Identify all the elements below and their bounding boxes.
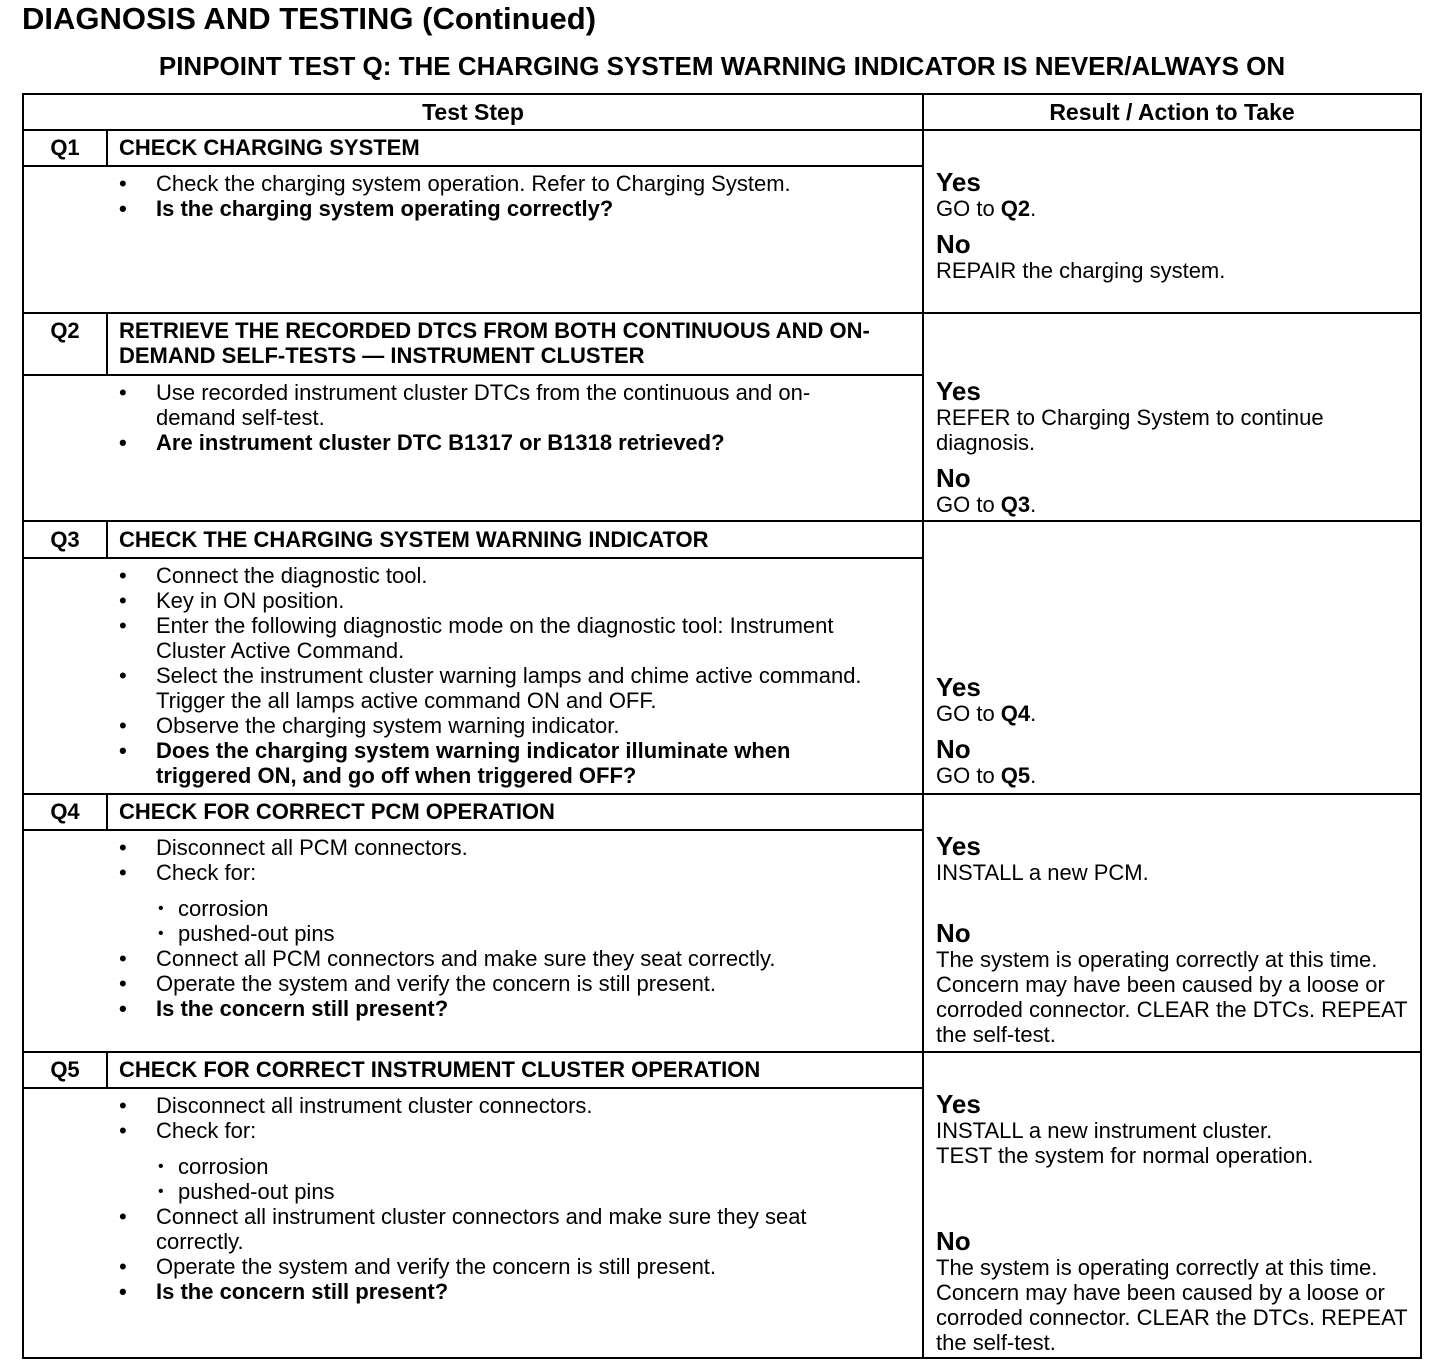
pinpoint-test-table [22,93,1422,1359]
step-id-divider [106,131,108,165]
goto-step-link: Q3 [1000,492,1031,517]
instruction-question: • Is the concern still present? [116,1279,916,1304]
step-id-divider [106,522,108,558]
step-id: Q1 [50,135,80,160]
no-label: No [936,1226,971,1256]
yes-label: Yes [936,831,981,861]
step-id: Q5 [50,1057,80,1082]
instruction-item: • Disconnect all instrument cluster connectors. [116,1093,916,1118]
step-instructions [116,380,916,455]
instruction-item: • Observe the charging system warning indicator. [116,713,916,738]
step-divider [24,1051,1420,1053]
instruction-item: • Operate the system and verify the concern is still present. [116,1254,916,1279]
step-divider [24,793,1420,795]
sub-item: • corrosion [156,1154,916,1179]
header-result-action: Result / Action to Take [1049,99,1295,125]
step-instructions [116,563,916,788]
yes-action: INSTALL a new instrument cluster. [936,1118,1273,1143]
goto-step-link: Q4 [1000,701,1031,726]
step-title: CHECK FOR CORRECT INSTRUMENT CLUSTER OPERATION [119,1057,761,1082]
instruction-question: • Is the charging system operating correctly? [116,196,916,221]
step-instructions [116,171,916,221]
no-label: No [936,463,971,493]
no-action: GO to Q5. [936,763,1037,788]
step-id-divider [106,1053,108,1087]
yes-label: Yes [936,1089,981,1119]
step-title-divider [24,374,922,376]
step-title-divider [24,829,922,831]
step-id-divider [106,314,108,374]
sub-list [116,1154,916,1204]
instruction-item: • Connect the diagnostic tool. [116,563,916,588]
step-result [936,1091,1420,1355]
instruction-item: • Enter the following diagnostic mode on the diagnostic tool: Instrument Cluster Active Command. [116,613,856,663]
sub-item: • pushed-out pins [156,921,916,946]
yes-label: Yes [936,376,981,406]
no-label: No [936,734,971,764]
instruction-item: • Check the charging system operation. Refer to Charging System. [116,171,916,196]
instruction-item: • Key in ON position. [116,588,916,613]
yes-action: GO to Q2. [936,196,1037,221]
header-test-step: Test Step [422,99,524,125]
step-title: CHECK CHARGING SYSTEM [119,135,420,160]
instruction-item: • Use recorded instrument cluster DTCs from the continuous and on-demand self-test. [116,380,856,430]
step-title: CHECK THE CHARGING SYSTEM WARNING INDICATOR [119,527,709,552]
instruction-item: • Disconnect all PCM connectors. [116,835,916,860]
yes-action: INSTALL a new PCM. [936,860,1149,885]
instruction-item: • Check for: [116,860,916,885]
no-label: No [936,229,971,259]
column-divider [922,95,924,1357]
sub-item: • corrosion [156,896,916,921]
step-title-divider [24,557,922,559]
instruction-item: • Connect all instrument cluster connectors and make sure they seat correctly. [116,1204,896,1254]
page-heading: DIAGNOSIS AND TESTING (Continued) [22,1,597,36]
instruction-item: • Connect all PCM connectors and make sure they seat correctly. [116,946,916,971]
step-result [936,169,1420,283]
step-title: RETRIEVE THE RECORDED DTCS FROM BOTH CONTINUOUS AND ON-DEMAND SELF-TESTS — INSTRUMENT CLUSTER [119,318,870,368]
step-divider [24,312,1420,314]
step-instructions [116,835,916,1021]
step-id-divider [106,795,108,829]
no-action: The system is operating correctly at this time. Concern may have been caused by a loose or corroded connector. CLEAR the DTCs. REPEAT the self-test. [936,1255,1408,1355]
no-action: GO to Q3. [936,492,1037,517]
instruction-question: • Are instrument cluster DTC B1317 or B1318 retrieved? [116,430,916,455]
sub-item: • pushed-out pins [156,1179,916,1204]
step-title-divider [24,1087,922,1089]
step-instructions [116,1093,916,1304]
no-label: No [936,918,971,948]
step-result [936,378,1420,517]
step-id: Q4 [50,799,80,824]
instruction-item: • Check for: [116,1118,916,1143]
yes-action-followup: TEST the system for normal operation. [936,1143,1314,1168]
yes-label: Yes [936,167,981,197]
goto-step-link: Q2 [1000,196,1031,221]
instruction-item: • Select the instrument cluster warning lamps and chime active command. Trigger the all lamps active command ON and OFF. [116,663,896,713]
step-id: Q2 [50,318,80,343]
instruction-question: • Is the concern still present? [116,996,916,1021]
step-result [936,833,1420,1047]
step-divider [24,520,1420,522]
instruction-question: • Does the charging system warning indicator illuminate when triggered ON, and go off when triggered OFF? [116,738,856,788]
step-title: CHECK FOR CORRECT PCM OPERATION [119,799,555,824]
goto-step-link: Q5 [1000,763,1031,788]
instruction-item: • Operate the system and verify the concern is still present. [116,971,916,996]
no-action: REPAIR the charging system. [936,258,1226,283]
yes-label: Yes [936,672,981,702]
yes-action: REFER to Charging System to continue diagnosis. [936,405,1324,455]
sub-list [116,896,916,946]
step-id: Q3 [50,527,80,552]
yes-action: GO to Q4. [936,701,1037,726]
step-result [936,674,1420,788]
pinpoint-test-title: PINPOINT TEST Q: THE CHARGING SYSTEM WARNING INDICATOR IS NEVER/ALWAYS ON [158,51,1286,81]
header-divider [24,129,1420,131]
no-action: The system is operating correctly at this time. Concern may have been caused by a loose or corroded connector. CLEAR the DTCs. REPEAT the self-test. [936,947,1408,1047]
step-title-divider [24,165,922,167]
